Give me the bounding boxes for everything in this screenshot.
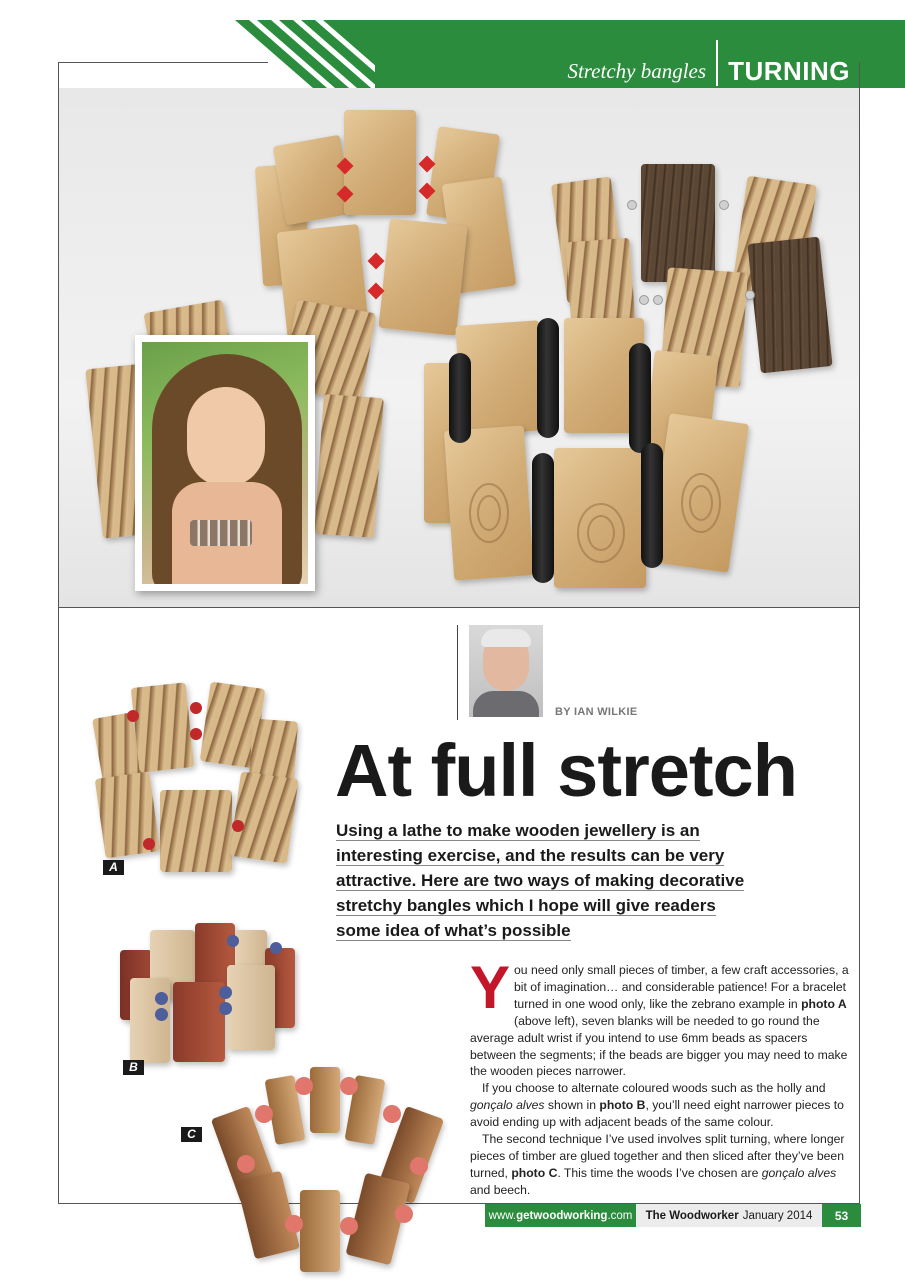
text-run: (above left), seven blanks will be needed to go round the average adult wrist if you intend to use 6mm beads as spacers between the segments; if the beads are bigger you may need to make the wooden pieces narrower.: [470, 1013, 848, 1079]
url-domain: getwoodworking: [516, 1209, 608, 1222]
footer-url-link[interactable]: [485, 1204, 636, 1227]
url-suffix: .com: [607, 1209, 633, 1222]
footer-magazine: [636, 1204, 822, 1227]
photo-label-b: B: [123, 1060, 144, 1075]
author-photo: [469, 625, 543, 717]
section-name: TURNING: [728, 55, 850, 86]
text-run: . This time the woods I’ve chosen are: [557, 1165, 762, 1180]
photo-c-bracelet: [215, 1065, 447, 1277]
standfirst-line: Using a lathe to make wooden jewellery is an: [336, 821, 700, 840]
standfirst-line: interesting exercise, and the results can be very: [336, 846, 725, 865]
article-body: [470, 954, 852, 1199]
standfirst-line: attractive. Here are two ways of making decorative: [336, 871, 745, 890]
photo-ref: photo B: [599, 1098, 646, 1113]
url-prefix: www.: [488, 1209, 517, 1222]
carved-bracelet: [419, 313, 749, 593]
page-number: 53: [822, 1204, 861, 1227]
photo-ref: photo C: [511, 1165, 558, 1180]
magazine-name: The Woodworker: [645, 1209, 739, 1222]
text-run: , you’ll need eight narrower pieces to avoid ending up with adjacent beads of the same colour.: [470, 1098, 844, 1130]
photo-label-c: C: [181, 1127, 202, 1142]
page-footer: [485, 1204, 861, 1227]
standfirst: [336, 818, 806, 943]
text-run: If you choose to alternate coloured woods such as the holly and: [482, 1081, 826, 1096]
photo-ref: photo A: [801, 996, 847, 1011]
byline: BY IAN WILKIE: [555, 706, 638, 718]
standfirst-line: stretchy bangles which I hope will give readers: [336, 896, 716, 915]
hero-rule: [58, 607, 860, 608]
headline: At full stretch: [335, 729, 797, 812]
author-rule: [457, 625, 458, 720]
photo-label-a: A: [103, 860, 124, 875]
wood-name: gonçalo alves: [761, 1165, 837, 1180]
photo-a-bracelet: [95, 680, 300, 880]
issue-date: January 2014: [742, 1209, 813, 1222]
text-run: The second technique I’ve used involves split turning, where longer pieces of timber are glued together and then sliced after they’ve been turned,: [470, 1132, 845, 1180]
dropcap: Y: [470, 954, 511, 1021]
wood-name: gonçalo alves: [470, 1098, 545, 1113]
standfirst-line: some idea of what’s possible: [336, 921, 571, 940]
paragraph-1: [470, 954, 852, 1080]
section-subtitle: Stretchy bangles: [567, 58, 707, 83]
text-run: shown in: [544, 1098, 600, 1113]
photo-b-bracelet: [115, 920, 305, 1070]
model-portrait-photo: [135, 335, 315, 591]
text-run: and beech.: [470, 1182, 531, 1197]
paragraph-2: [470, 1080, 852, 1131]
paragraph-3: [470, 1131, 852, 1199]
text-run: ou need only small pieces of timber, a few craft accessories, a bit of imagination… and considerable patience! For a bracelet turned in one wood only, like the zebrano example in: [514, 963, 849, 1011]
